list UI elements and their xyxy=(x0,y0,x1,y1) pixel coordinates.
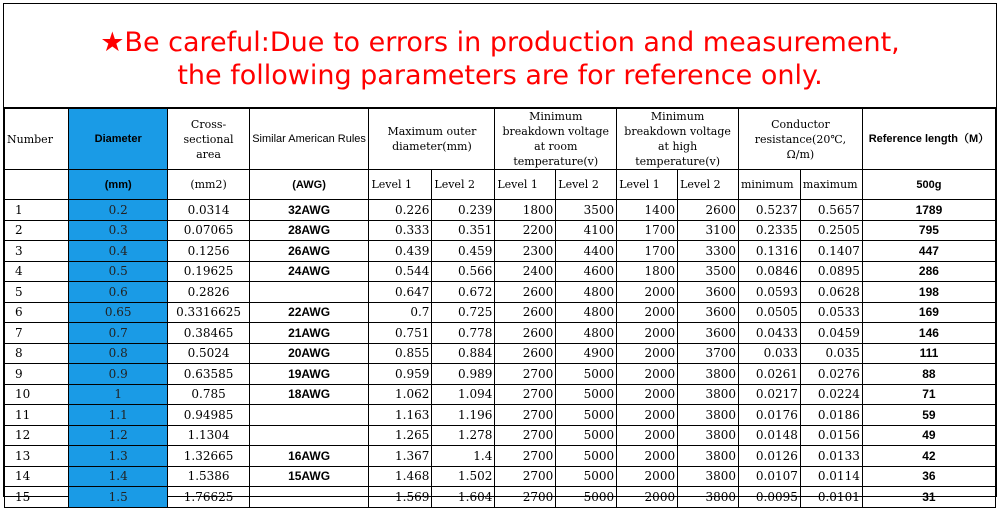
table-row xyxy=(5,241,996,262)
ref-length-cell: 146 xyxy=(862,323,995,344)
row-number: 7 xyxy=(5,323,69,344)
high-level1-cell: 2000 xyxy=(617,487,678,508)
area-cell: 0.785 xyxy=(168,384,249,405)
header-max-outer-diameter: Maximum outer diameter(mm) xyxy=(369,109,495,170)
room-level2-cell: 5000 xyxy=(556,384,617,405)
high-level2-cell: 3500 xyxy=(678,261,739,282)
row-number: 8 xyxy=(5,343,69,364)
subheader-diameter-unit: (mm) xyxy=(68,170,168,200)
awg-cell xyxy=(249,487,369,508)
table-row xyxy=(5,302,996,323)
od-level2-cell: 1.196 xyxy=(432,405,495,426)
diameter-cell: 0.4 xyxy=(68,241,168,262)
area-cell: 1.1304 xyxy=(168,425,249,446)
high-level1-cell: 1400 xyxy=(617,200,678,221)
od-level2-cell: 0.672 xyxy=(432,282,495,303)
ref-length-cell: 88 xyxy=(862,364,995,385)
od-level2-cell: 0.884 xyxy=(432,343,495,364)
room-level1-cell: 2200 xyxy=(495,220,556,241)
high-level2-cell: 3700 xyxy=(678,343,739,364)
area-cell: 0.3316625 xyxy=(168,302,249,323)
row-number: 5 xyxy=(5,282,69,303)
res-max-cell: 0.0628 xyxy=(800,282,862,303)
room-level1-cell: 2700 xyxy=(495,487,556,508)
res-min-cell: 0.0148 xyxy=(739,425,801,446)
room-level1-cell: 2700 xyxy=(495,364,556,385)
res-min-cell: 0.0095 xyxy=(739,487,801,508)
awg-cell xyxy=(249,405,369,426)
res-min-cell: 0.033 xyxy=(739,343,801,364)
area-cell: 1.32665 xyxy=(168,446,249,467)
diameter-cell: 0.2 xyxy=(68,200,168,221)
header-row xyxy=(5,109,996,170)
table-row xyxy=(5,282,996,303)
awg-cell: 18AWG xyxy=(249,384,369,405)
awg-cell: 32AWG xyxy=(249,200,369,221)
res-min-cell: 0.1316 xyxy=(739,241,801,262)
res-max-cell: 0.0224 xyxy=(800,384,862,405)
awg-cell: 26AWG xyxy=(249,241,369,262)
od-level1-cell: 1.265 xyxy=(369,425,432,446)
warning-line-2: the following parameters are for reference only. xyxy=(177,60,823,91)
subheader-awg-unit: (AWG) xyxy=(249,170,369,200)
room-level1-cell: 2600 xyxy=(495,282,556,303)
res-max-cell: 0.0133 xyxy=(800,446,862,467)
area-cell: 0.2826 xyxy=(168,282,249,303)
ref-length-cell: 795 xyxy=(862,220,995,241)
area-cell: 0.38465 xyxy=(168,323,249,344)
od-level1-cell: 1.468 xyxy=(369,466,432,487)
od-level1-cell: 0.7 xyxy=(369,302,432,323)
room-level1-cell: 1800 xyxy=(495,200,556,221)
subheader-res-minimum: minimum xyxy=(739,170,801,200)
res-max-cell: 0.0186 xyxy=(800,405,862,426)
awg-cell: 22AWG xyxy=(249,302,369,323)
subheader-row xyxy=(5,170,996,200)
diameter-cell: 1.2 xyxy=(68,425,168,446)
subheader-high-level1: Level 1 xyxy=(617,170,678,200)
header-number: Number xyxy=(5,109,69,170)
awg-cell xyxy=(249,425,369,446)
od-level1-cell: 1.062 xyxy=(369,384,432,405)
od-level1-cell: 1.163 xyxy=(369,405,432,426)
row-number: 9 xyxy=(5,364,69,385)
diameter-cell: 0.3 xyxy=(68,220,168,241)
high-level1-cell: 2000 xyxy=(617,466,678,487)
room-level1-cell: 2600 xyxy=(495,302,556,323)
ref-length-cell: 198 xyxy=(862,282,995,303)
subheader-blank xyxy=(5,170,69,200)
res-max-cell: 0.0459 xyxy=(800,323,862,344)
area-cell: 0.94985 xyxy=(168,405,249,426)
res-min-cell: 0.2335 xyxy=(739,220,801,241)
od-level2-cell: 0.459 xyxy=(432,241,495,262)
awg-cell: 19AWG xyxy=(249,364,369,385)
ref-length-cell: 36 xyxy=(862,466,995,487)
subheader-res-maximum: maximum xyxy=(800,170,862,200)
room-level2-cell: 4600 xyxy=(556,261,617,282)
od-level2-cell: 0.566 xyxy=(432,261,495,282)
diameter-cell: 1.1 xyxy=(68,405,168,426)
od-level1-cell: 0.544 xyxy=(369,261,432,282)
room-level1-cell: 2700 xyxy=(495,405,556,426)
area-cell: 0.19625 xyxy=(168,261,249,282)
room-level2-cell: 5000 xyxy=(556,364,617,385)
diameter-cell: 0.7 xyxy=(68,323,168,344)
awg-cell: 21AWG xyxy=(249,323,369,344)
subheader-room-level1: Level 1 xyxy=(495,170,556,200)
ref-length-cell: 447 xyxy=(862,241,995,262)
od-level2-cell: 1.4 xyxy=(432,446,495,467)
ref-length-cell: 59 xyxy=(862,405,995,426)
ref-length-cell: 42 xyxy=(862,446,995,467)
awg-cell: 15AWG xyxy=(249,466,369,487)
ref-length-cell: 169 xyxy=(862,302,995,323)
res-min-cell: 0.0433 xyxy=(739,323,801,344)
high-level2-cell: 3600 xyxy=(678,323,739,344)
res-max-cell: 0.0533 xyxy=(800,302,862,323)
room-level2-cell: 4800 xyxy=(556,282,617,303)
ref-length-cell: 286 xyxy=(862,261,995,282)
high-level1-cell: 2000 xyxy=(617,405,678,426)
warning-line-1: ★Be careful:Due to errors in production and measurement, xyxy=(100,27,900,58)
res-min-cell: 0.0176 xyxy=(739,405,801,426)
od-level1-cell: 0.439 xyxy=(369,241,432,262)
table-row xyxy=(5,466,996,487)
awg-cell: 20AWG xyxy=(249,343,369,364)
subheader-od-level1: Level 1 xyxy=(369,170,432,200)
ref-length-cell: 49 xyxy=(862,425,995,446)
row-number: 14 xyxy=(5,466,69,487)
high-level1-cell: 2000 xyxy=(617,323,678,344)
high-level1-cell: 2000 xyxy=(617,425,678,446)
res-max-cell: 0.1407 xyxy=(800,241,862,262)
ref-length-cell: 1789 xyxy=(862,200,995,221)
room-level2-cell: 5000 xyxy=(556,425,617,446)
table-row xyxy=(5,343,996,364)
od-level2-cell: 0.239 xyxy=(432,200,495,221)
header-awg-rules: Similar American Rules xyxy=(249,109,369,170)
table-body xyxy=(5,200,996,508)
high-level2-cell: 3600 xyxy=(678,282,739,303)
od-level2-cell: 0.989 xyxy=(432,364,495,385)
room-level2-cell: 5000 xyxy=(556,466,617,487)
subheader-weight: 500g xyxy=(862,170,995,200)
row-number: 2 xyxy=(5,220,69,241)
room-level2-cell: 3500 xyxy=(556,200,617,221)
res-min-cell: 0.0107 xyxy=(739,466,801,487)
room-level2-cell: 4100 xyxy=(556,220,617,241)
header-diameter: Diameter xyxy=(68,109,168,170)
high-level1-cell: 2000 xyxy=(617,364,678,385)
header-cross-section: Cross-sectional area xyxy=(168,109,249,170)
room-level2-cell: 5000 xyxy=(556,487,617,508)
res-max-cell: 0.0114 xyxy=(800,466,862,487)
od-level2-cell: 1.278 xyxy=(432,425,495,446)
od-level2-cell: 0.725 xyxy=(432,302,495,323)
header-resistance: Conductor resistance(20℃, Ω/m) xyxy=(739,109,863,170)
od-level2-cell: 1.094 xyxy=(432,384,495,405)
od-level1-cell: 0.855 xyxy=(369,343,432,364)
res-max-cell: 0.5657 xyxy=(800,200,862,221)
row-number: 11 xyxy=(5,405,69,426)
diameter-cell: 0.6 xyxy=(68,282,168,303)
row-number: 13 xyxy=(5,446,69,467)
high-level2-cell: 3600 xyxy=(678,302,739,323)
od-level1-cell: 0.226 xyxy=(369,200,432,221)
od-level1-cell: 1.367 xyxy=(369,446,432,467)
high-level2-cell: 3800 xyxy=(678,446,739,467)
header-breakdown-high: Minimum breakdown voltage at high temperature(v) xyxy=(617,109,739,170)
diameter-cell: 0.65 xyxy=(68,302,168,323)
table-row xyxy=(5,261,996,282)
area-cell: 0.0314 xyxy=(168,200,249,221)
room-level1-cell: 2300 xyxy=(495,241,556,262)
high-level1-cell: 1700 xyxy=(617,220,678,241)
res-min-cell: 0.0217 xyxy=(739,384,801,405)
area-cell: 0.07065 xyxy=(168,220,249,241)
high-level2-cell: 3800 xyxy=(678,466,739,487)
diameter-cell: 1.5 xyxy=(68,487,168,508)
area-cell: 1.76625 xyxy=(168,487,249,508)
row-number: 10 xyxy=(5,384,69,405)
table-row xyxy=(5,487,996,508)
res-max-cell: 0.035 xyxy=(800,343,862,364)
table-row xyxy=(5,405,996,426)
res-max-cell: 0.0276 xyxy=(800,364,862,385)
res-min-cell: 0.0505 xyxy=(739,302,801,323)
res-min-cell: 0.0126 xyxy=(739,446,801,467)
high-level2-cell: 3100 xyxy=(678,220,739,241)
res-min-cell: 0.5237 xyxy=(739,200,801,221)
area-cell: 0.63585 xyxy=(168,364,249,385)
res-max-cell: 0.0101 xyxy=(800,487,862,508)
high-level2-cell: 3800 xyxy=(678,425,739,446)
table-row xyxy=(5,425,996,446)
od-level1-cell: 0.333 xyxy=(369,220,432,241)
subheader-od-level2: Level 2 xyxy=(432,170,495,200)
high-level1-cell: 2000 xyxy=(617,302,678,323)
high-level1-cell: 2000 xyxy=(617,282,678,303)
table-row xyxy=(5,364,996,385)
high-level2-cell: 3800 xyxy=(678,364,739,385)
room-level2-cell: 4400 xyxy=(556,241,617,262)
header-reference-length: Reference length（M） xyxy=(862,109,995,170)
ref-length-cell: 71 xyxy=(862,384,995,405)
high-level2-cell: 2600 xyxy=(678,200,739,221)
row-number: 15 xyxy=(5,487,69,508)
awg-cell: 16AWG xyxy=(249,446,369,467)
od-level1-cell: 0.959 xyxy=(369,364,432,385)
res-max-cell: 0.0895 xyxy=(800,261,862,282)
diameter-cell: 1 xyxy=(68,384,168,405)
high-level2-cell: 3300 xyxy=(678,241,739,262)
high-level1-cell: 1800 xyxy=(617,261,678,282)
room-level1-cell: 2400 xyxy=(495,261,556,282)
diameter-cell: 0.8 xyxy=(68,343,168,364)
high-level2-cell: 3800 xyxy=(678,405,739,426)
res-max-cell: 0.2505 xyxy=(800,220,862,241)
high-level1-cell: 2000 xyxy=(617,343,678,364)
room-level2-cell: 5000 xyxy=(556,405,617,426)
od-level1-cell: 0.647 xyxy=(369,282,432,303)
area-cell: 0.1256 xyxy=(168,241,249,262)
table-row xyxy=(5,200,996,221)
od-level2-cell: 0.778 xyxy=(432,323,495,344)
high-level1-cell: 1700 xyxy=(617,241,678,262)
diameter-cell: 0.9 xyxy=(68,364,168,385)
area-cell: 0.5024 xyxy=(168,343,249,364)
od-level1-cell: 1.569 xyxy=(369,487,432,508)
room-level2-cell: 5000 xyxy=(556,446,617,467)
room-level1-cell: 2700 xyxy=(495,466,556,487)
row-number: 1 xyxy=(5,200,69,221)
header-breakdown-room: Minimum breakdown voltage at room temperature(v) xyxy=(495,109,617,170)
od-level2-cell: 1.604 xyxy=(432,487,495,508)
table-row xyxy=(5,384,996,405)
subheader-room-level2: Level 2 xyxy=(556,170,617,200)
row-number: 12 xyxy=(5,425,69,446)
wire-parameter-table xyxy=(4,108,996,508)
row-number: 6 xyxy=(5,302,69,323)
table-row xyxy=(5,446,996,467)
table-row xyxy=(5,220,996,241)
res-min-cell: 0.0593 xyxy=(739,282,801,303)
diameter-cell: 1.3 xyxy=(68,446,168,467)
res-min-cell: 0.0261 xyxy=(739,364,801,385)
spec-sheet xyxy=(3,3,997,504)
high-level2-cell: 3800 xyxy=(678,384,739,405)
high-level2-cell: 3800 xyxy=(678,487,739,508)
od-level2-cell: 0.351 xyxy=(432,220,495,241)
table-row xyxy=(5,323,996,344)
room-level1-cell: 2600 xyxy=(495,323,556,344)
room-level2-cell: 4800 xyxy=(556,323,617,344)
ref-length-cell: 31 xyxy=(862,487,995,508)
awg-cell xyxy=(249,282,369,303)
warning-banner xyxy=(4,4,996,108)
room-level1-cell: 2700 xyxy=(495,446,556,467)
od-level2-cell: 1.502 xyxy=(432,466,495,487)
res-min-cell: 0.0846 xyxy=(739,261,801,282)
high-level1-cell: 2000 xyxy=(617,384,678,405)
room-level1-cell: 2700 xyxy=(495,384,556,405)
subheader-high-level2: Level 2 xyxy=(678,170,739,200)
high-level1-cell: 2000 xyxy=(617,446,678,467)
room-level2-cell: 4900 xyxy=(556,343,617,364)
area-cell: 1.5386 xyxy=(168,466,249,487)
awg-cell: 28AWG xyxy=(249,220,369,241)
ref-length-cell: 111 xyxy=(862,343,995,364)
awg-cell: 24AWG xyxy=(249,261,369,282)
diameter-cell: 1.4 xyxy=(68,466,168,487)
res-max-cell: 0.0156 xyxy=(800,425,862,446)
room-level2-cell: 4800 xyxy=(556,302,617,323)
row-number: 3 xyxy=(5,241,69,262)
room-level1-cell: 2600 xyxy=(495,343,556,364)
room-level1-cell: 2700 xyxy=(495,425,556,446)
subheader-area-unit: (mm2) xyxy=(168,170,249,200)
od-level1-cell: 0.751 xyxy=(369,323,432,344)
diameter-cell: 0.5 xyxy=(68,261,168,282)
row-number: 4 xyxy=(5,261,69,282)
